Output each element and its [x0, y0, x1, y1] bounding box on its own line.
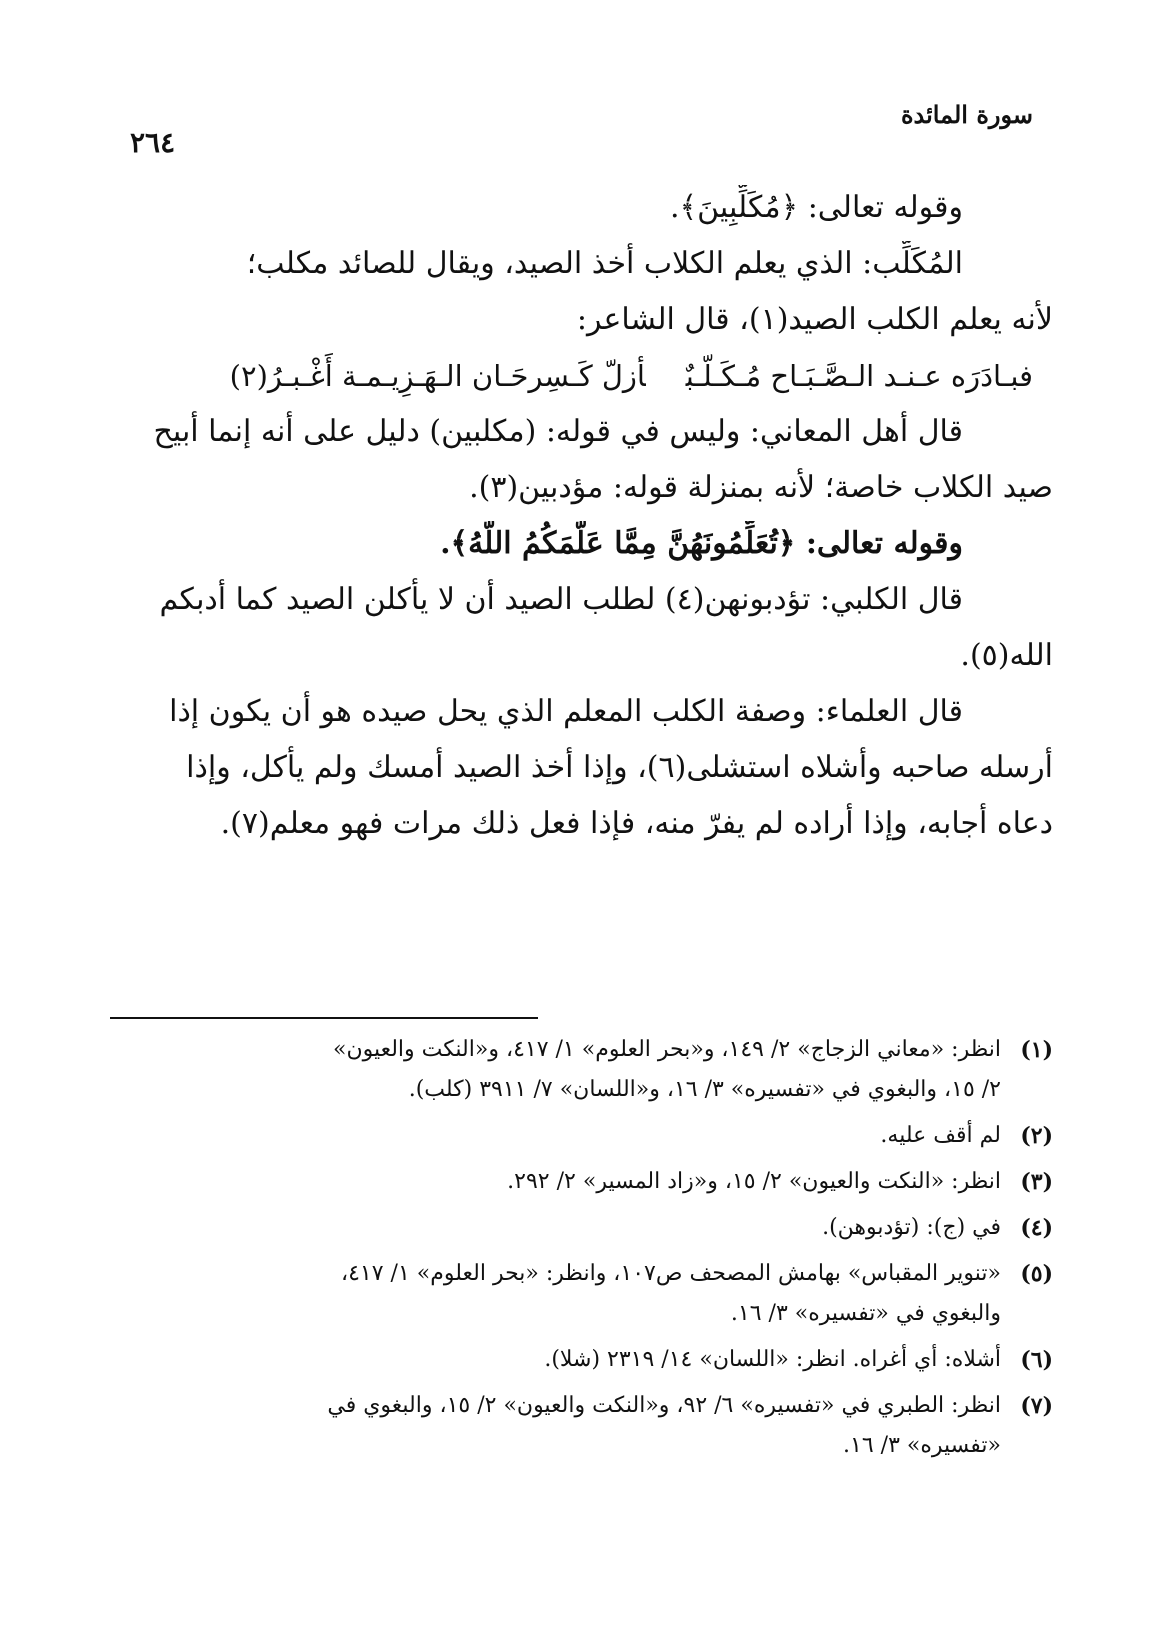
page-header: [130, 100, 1033, 160]
text-line: قال العلماء: وصفة الكلب المعلم الذي يحل صيده هو أن يكون إذا: [169, 694, 963, 729]
footnote-text-continued: «تفسيره» ٣/ ١٦.: [843, 1433, 1001, 1458]
text-line: أرسله صاحبه وأشلاه استشلى(٦)، وإذا أخذ الصيد أمسك ولم يأكل، وإذا: [186, 750, 1053, 785]
footnote-text-continued: ٢/ ١٥، والبغوي في «تفسيره» ٣/ ١٦، و«اللسان» ٧/ ٣٩١١ (كلب).: [408, 1077, 1001, 1102]
page-number: ٢٦٤: [130, 126, 176, 159]
footnote-4: [110, 1208, 1053, 1248]
footnote-text: انظر: «النكت والعيون» ٢/ ١٥، و«زاد المسير» ٢/ ٢٩٢.: [507, 1169, 1001, 1194]
footnote-3: [110, 1162, 1053, 1202]
footnote-text: في (ج): (تؤدبوهن).: [822, 1215, 1001, 1240]
text-line: دعاه أجابه، وإذا أراده لم يفرّ منه، فإذا فعل ذلك مرات فهو معلم(٧).: [220, 806, 1053, 841]
verse-hemistich-first: فبـادَرَه عـنـد الـصَّـبَـاح مُـكَـلّـبٌ: [685, 359, 1033, 393]
quran-quote-line: وقوله تعالى: ﴿تُعَلِّمُونَهُنَّ مِمَّا عَلَّمَكُمُ اللَّهُ﴾.: [440, 526, 963, 561]
footnote-text: انظر: الطبري في «تفسيره» ٦/ ٩٢، و«النكت والعيون» ٢/ ١٥، والبغوي في: [327, 1393, 1001, 1418]
footnote-1: [110, 1030, 1053, 1070]
footnote-5: [110, 1254, 1053, 1294]
footnote-6: [110, 1340, 1053, 1380]
verse-hemistich-second: أزلّ كَـسِرحَـان الـهَـزِيـمـة أَغْـبـرُ(٢): [229, 359, 646, 393]
footnote-number: (٢): [1020, 1123, 1053, 1149]
footnote-number: (٤): [1020, 1215, 1053, 1241]
text-line: المُكَلِّب: الذي يعلم الكلاب أخذ الصيد، ويقال للصائد مكلب؛: [246, 246, 963, 281]
footnote-text: انظر: «معاني الزجاج» ٢/ ١٤٩، و«بحر العلوم» ١/ ٤١٧، و«النكت والعيون»: [333, 1037, 1001, 1062]
footnote-text: «تنوير المقباس» بهامش المصحف ص١٠٧، وانظر: «بحر العلوم» ١/ ٤١٧،: [341, 1261, 1001, 1286]
footnote-number: (٧): [1020, 1393, 1053, 1419]
footnote-text: أشلاه: أي أغراه. انظر: «اللسان» ١٤/ ٢٣١٩ (شلا).: [544, 1347, 1001, 1372]
text-line: قال أهل المعاني: وليس في قوله: (مكلبين) دليل على أنه إنما أبيح: [153, 414, 963, 449]
footnote-7: [110, 1386, 1053, 1426]
text-line: الله(٥).: [960, 638, 1053, 673]
footnote-number: (٥): [1020, 1261, 1053, 1287]
running-title: سورة المائدة: [900, 100, 1033, 129]
poetry-verse: [110, 353, 1053, 399]
text-line: وقوله تعالى: ﴿مُكَلِّبِينَ﴾.: [669, 190, 963, 225]
text-line: لأنه يعلم الكلب الصيد(١)، قال الشاعر:: [576, 302, 1053, 337]
footnote-number: (٦): [1020, 1347, 1053, 1373]
text-line: صيد الكلاب خاصة؛ لأنه بمنزلة قوله: مؤدبين(٣).: [469, 470, 1053, 505]
footnote-number: (١): [1020, 1037, 1053, 1063]
footnote-text-continued: والبغوي في «تفسيره» ٣/ ١٦.: [730, 1301, 1001, 1326]
main-text: [110, 185, 1053, 857]
footnotes: [110, 1030, 1053, 1472]
footnote-number: (٣): [1020, 1169, 1053, 1195]
footnote-divider: [110, 1017, 538, 1019]
footnote-2: [110, 1116, 1053, 1156]
text-line: قال الكلبي: تؤدبونهن(٤) لطلب الصيد أن لا يأكلن الصيد كما أدبكم: [159, 582, 963, 617]
footnote-text: لم أقف عليه.: [880, 1123, 1001, 1148]
